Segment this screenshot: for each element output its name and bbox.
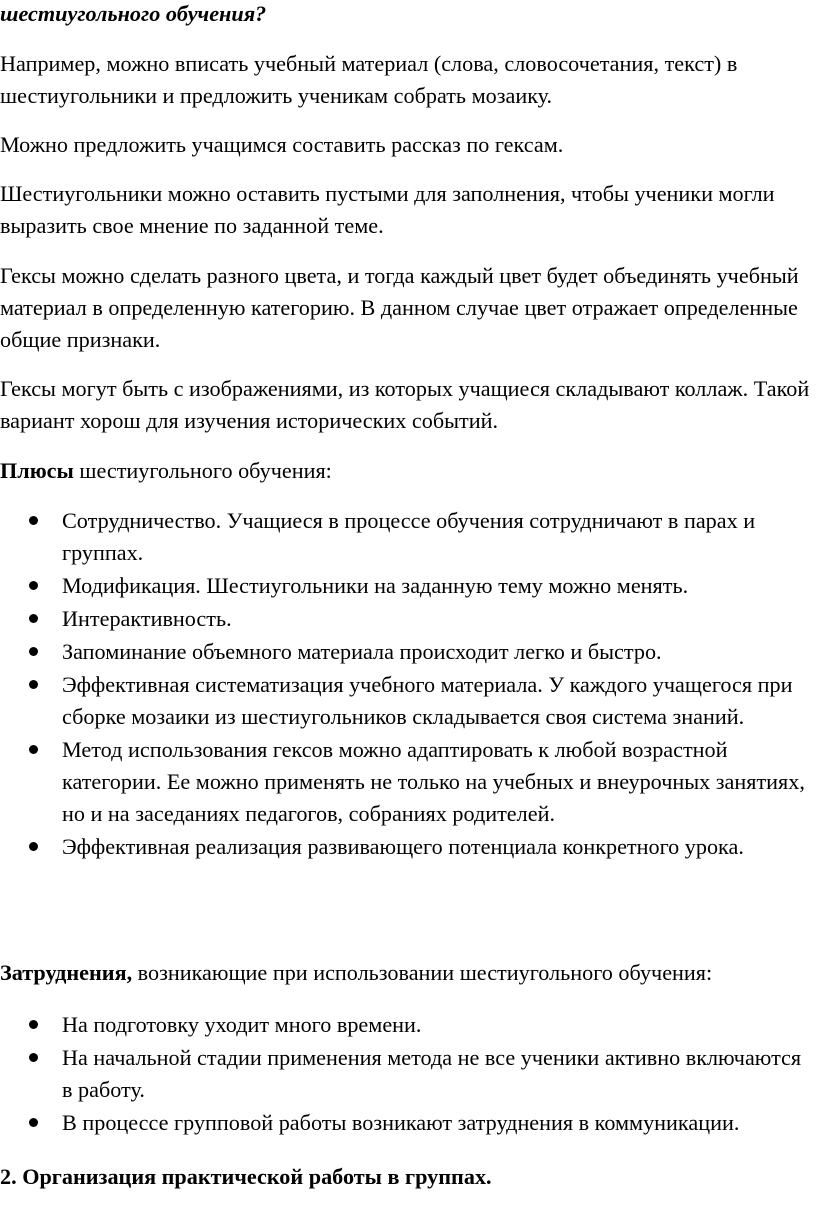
list-item: На начальной стадии применения метода не все ученики активно включаются в работу.: [0, 1042, 812, 1106]
list-item: Эффективная реализация развивающего потенциала конкретного урока.: [0, 831, 812, 863]
list-item: В процессе групповой работы возникают затруднения в коммуникации.: [0, 1107, 812, 1139]
pros-title-bold: Плюсы: [0, 458, 74, 483]
top-heading: шестиугольного обучения?: [0, 1, 267, 26]
pros-list: [0, 505, 812, 863]
section-heading: 2. Организация практической работы в группах.: [0, 1164, 492, 1189]
difficulties-title-bold: Затруднения,: [0, 960, 133, 985]
paragraph-2: Можно предложить учащимся составить рассказ по гексам.: [0, 132, 564, 157]
pros-heading: [0, 455, 812, 487]
list-item: На подготовку уходит много времени.: [0, 1009, 812, 1041]
paragraph-1: Например, можно вписать учебный материал (слова, словосочетания, текст) в шестиугольники и предложить ученикам собрать мозаику.: [0, 51, 738, 108]
list-item: Запоминание объемного материала происходит легко и быстро.: [0, 636, 812, 668]
difficulties-list: [0, 1009, 812, 1139]
difficulties-title-rest: возникающие при использовании шестиугольного обучения:: [132, 960, 713, 985]
list-item: Интерактивность.: [0, 603, 812, 635]
list-item: Модификация. Шестиугольники на заданную тему можно менять.: [0, 570, 812, 602]
paragraph-5: Гексы могут быть с изображениями, из которых учащиеся складывают коллаж. Такой вариант хорош для изучения исторических событий.: [0, 376, 810, 433]
list-item: Эффективная систематизация учебного материала. У каждого учащегося при сборке мозаики из шестиугольников складывается своя система знаний.: [0, 669, 812, 733]
difficulties-heading: [0, 957, 812, 989]
paragraph-4: Гексы можно сделать разного цвета, и тогда каждый цвет будет объединять учебный материал в определенную категорию. В данном случае цвет отражает определенные общие признаки.: [0, 263, 799, 352]
pros-title-rest: шестиугольного обучения:: [73, 458, 332, 483]
list-item: Сотрудничество. Учащиеся в процессе обучения сотрудничают в парах и группах.: [0, 505, 812, 569]
paragraph-3: Шестиугольники можно оставить пустыми для заполнения, чтобы ученики могли выразить свое мнение по заданной теме.: [0, 181, 775, 238]
list-item: Метод использования гексов можно адаптировать к любой возрастной категории. Ее можно применять не только на учебных и внеурочных занятиях, но и на заседаниях педагогов, собраниях родителей.: [0, 734, 812, 830]
